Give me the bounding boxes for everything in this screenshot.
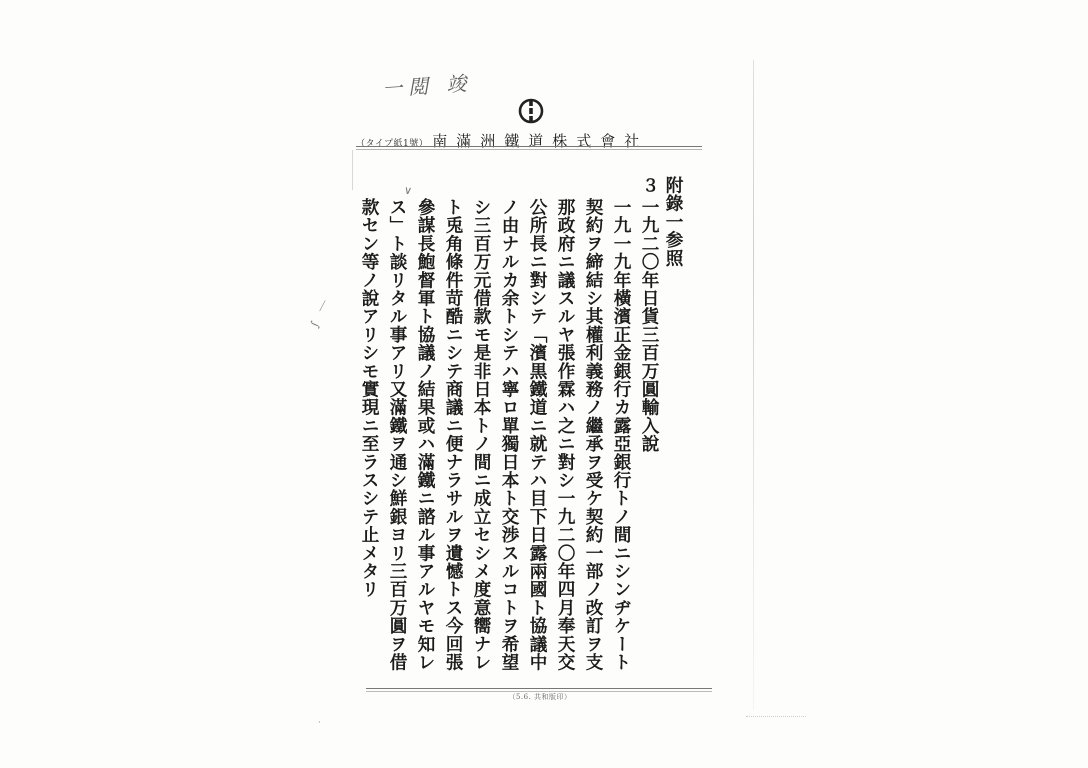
margin-annotation: ∫ [307,319,322,330]
text-column: 公所長ニ對シテ「濱黒鐵道ニ就テハ目下日露兩國ト協議中 [527,198,548,672]
company-header [356,130,706,150]
company-name: 南滿洲鐵道株式會社 [432,132,649,150]
scan-mark: · [318,718,321,728]
header-rule [356,146,702,147]
text-column: 一九一九年橫濱正金銀行カ露亞銀行トノ間ニシンヂケート [611,198,632,672]
text-column-number: ３ [639,176,660,195]
text-column: ス」ト談リタル事アリ又滿鐵ヲ通シ鮮銀ヨリ三百万圓ヲ借 [387,198,408,672]
handwritten-note: 一閲 竣 [381,70,474,102]
text-column-heading: 附錄一参照 [663,176,684,267]
margin-annotation: ⟋ [315,299,328,314]
text-column: 契約ヲ締結シ其權利義務ノ繼承ヲ受ケ契約一部ノ改訂ヲ支 [583,198,604,672]
text-column: シ三百万元借款モ是非日本トノ間ニ成立セシメ度意嚮ナレ [471,198,492,672]
header-rule-secondary [356,149,702,150]
text-column: 一九二〇年日貨三百万圓輸入說 [639,198,660,453]
company-logo-icon [518,98,544,124]
scan-line [746,716,806,717]
footer-print-mark: （5.6. 共和版印） [508,693,572,701]
paper-edge [753,60,754,710]
header-prefix: （タイプ紙1號） [356,139,429,149]
margin-annotation: ∨ [403,183,413,198]
text-column: 那政府ニ議スルヤ張作霖ハ之ニ對シ一九二〇年四月奉天交 [555,198,576,672]
text-column: ノ由ナルカ余トシテハ寧ロ單獨日本ト交渉スルコトヲ希望 [499,198,520,672]
footer-rule [366,688,712,689]
paper-edge-left [352,150,353,190]
text-column: 款セン等ノ說アリシモ實現ニ至ラスシテ止メタリ [359,198,380,599]
text-column: ト兎角條件苛酷ニシテ商議ニ便ナラサルヲ遺憾トス今回張 [443,198,464,672]
text-column: 參謀長鮑督軍ト協議ノ結果或ハ滿鐵ニ諮ル事アルヤモ知レ [415,198,436,672]
